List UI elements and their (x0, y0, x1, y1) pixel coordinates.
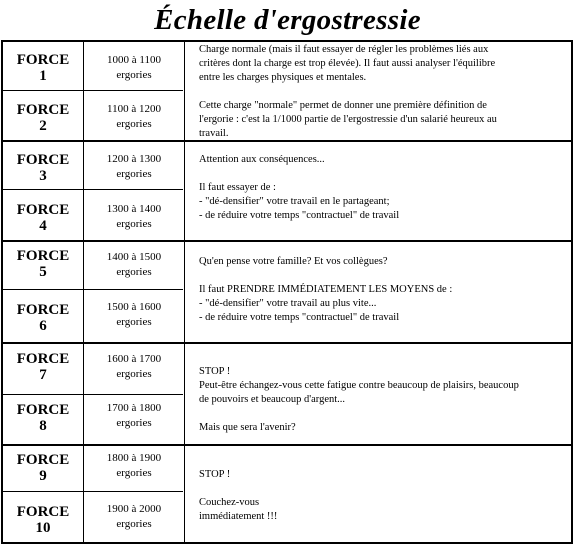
row-divider (3, 189, 183, 190)
ergorie-range: 1400 à 1500 ergories (106, 251, 162, 278)
row-divider (3, 394, 183, 395)
force-label: FORCE 9 (16, 452, 70, 484)
ergorie-range: 1700 à 1800 ergories (106, 402, 162, 429)
level-description: Charge normale (mais il faut essayer de régler les problèmes liés aux critères dont la charge est trop élevée). Il faut aussi analyser l'équilibre entre les charges physiques et mentales. Cette charge "normale" permet de donner une première définition de l'ergorie : c'est la 1/1000 partie de l'ergostressie d'un salarié heureux au travail. (199, 44, 497, 139)
force-label: FORCE 6 (16, 302, 70, 334)
level-group-1 (3, 42, 571, 140)
level-description: STOP ! Couchez-vous immédiatement !!! (199, 469, 278, 522)
force-label: FORCE 8 (16, 402, 70, 434)
force-label: FORCE 1 (16, 52, 70, 84)
force-label: FORCE 7 (16, 351, 70, 383)
ergorie-range: 1900 à 2000 ergories (106, 503, 162, 530)
ergorie-range: 1200 à 1300 ergories (106, 153, 162, 180)
force-label: FORCE 2 (16, 102, 70, 134)
level-group-5 (3, 446, 571, 542)
ergorie-range: 1600 à 1700 ergories (106, 353, 162, 380)
ergorie-range: 1500 à 1600 ergories (106, 301, 162, 328)
row-divider (3, 289, 183, 290)
force-label: FORCE 10 (16, 504, 70, 536)
level-group-4 (3, 344, 571, 444)
ergorie-range: 1000 à 1100 ergories (107, 54, 161, 81)
level-description: Attention aux conséquences... Il faut essayer de : - "dé-densifier" votre travail en le partageant; - de réduire votre temps "contractuel" de travail (199, 154, 400, 221)
level-group-3 (3, 242, 571, 342)
force-label: FORCE 4 (16, 202, 70, 234)
row-divider (3, 491, 183, 492)
ergorie-range: 1800 à 1900 ergories (106, 452, 162, 479)
row-divider (3, 90, 183, 91)
ergorie-range: 1100 à 1200 ergories (107, 103, 161, 130)
level-group-2 (3, 142, 571, 240)
ergostress-table (1, 40, 573, 544)
level-description: STOP ! Peut-être échangez-vous cette fatigue contre beaucoup de plaisirs, beaucoup de pouvoirs et beaucoup d'argent... Mais que sera l'avenir? (199, 366, 519, 433)
level-description: Qu'en pense votre famille? Et vos collègues? Il faut PRENDRE IMMÉDIATEMENT LES MOYENS de : - "dé-densifier" votre travail au plus vite... - de réduire votre temps "contractuel" de travail (199, 256, 453, 323)
ergorie-range: 1300 à 1400 ergories (106, 203, 162, 230)
force-label: FORCE 3 (16, 152, 70, 184)
force-label: FORCE 5 (16, 248, 70, 280)
page-title: Échelle d'ergostressie (154, 4, 421, 36)
